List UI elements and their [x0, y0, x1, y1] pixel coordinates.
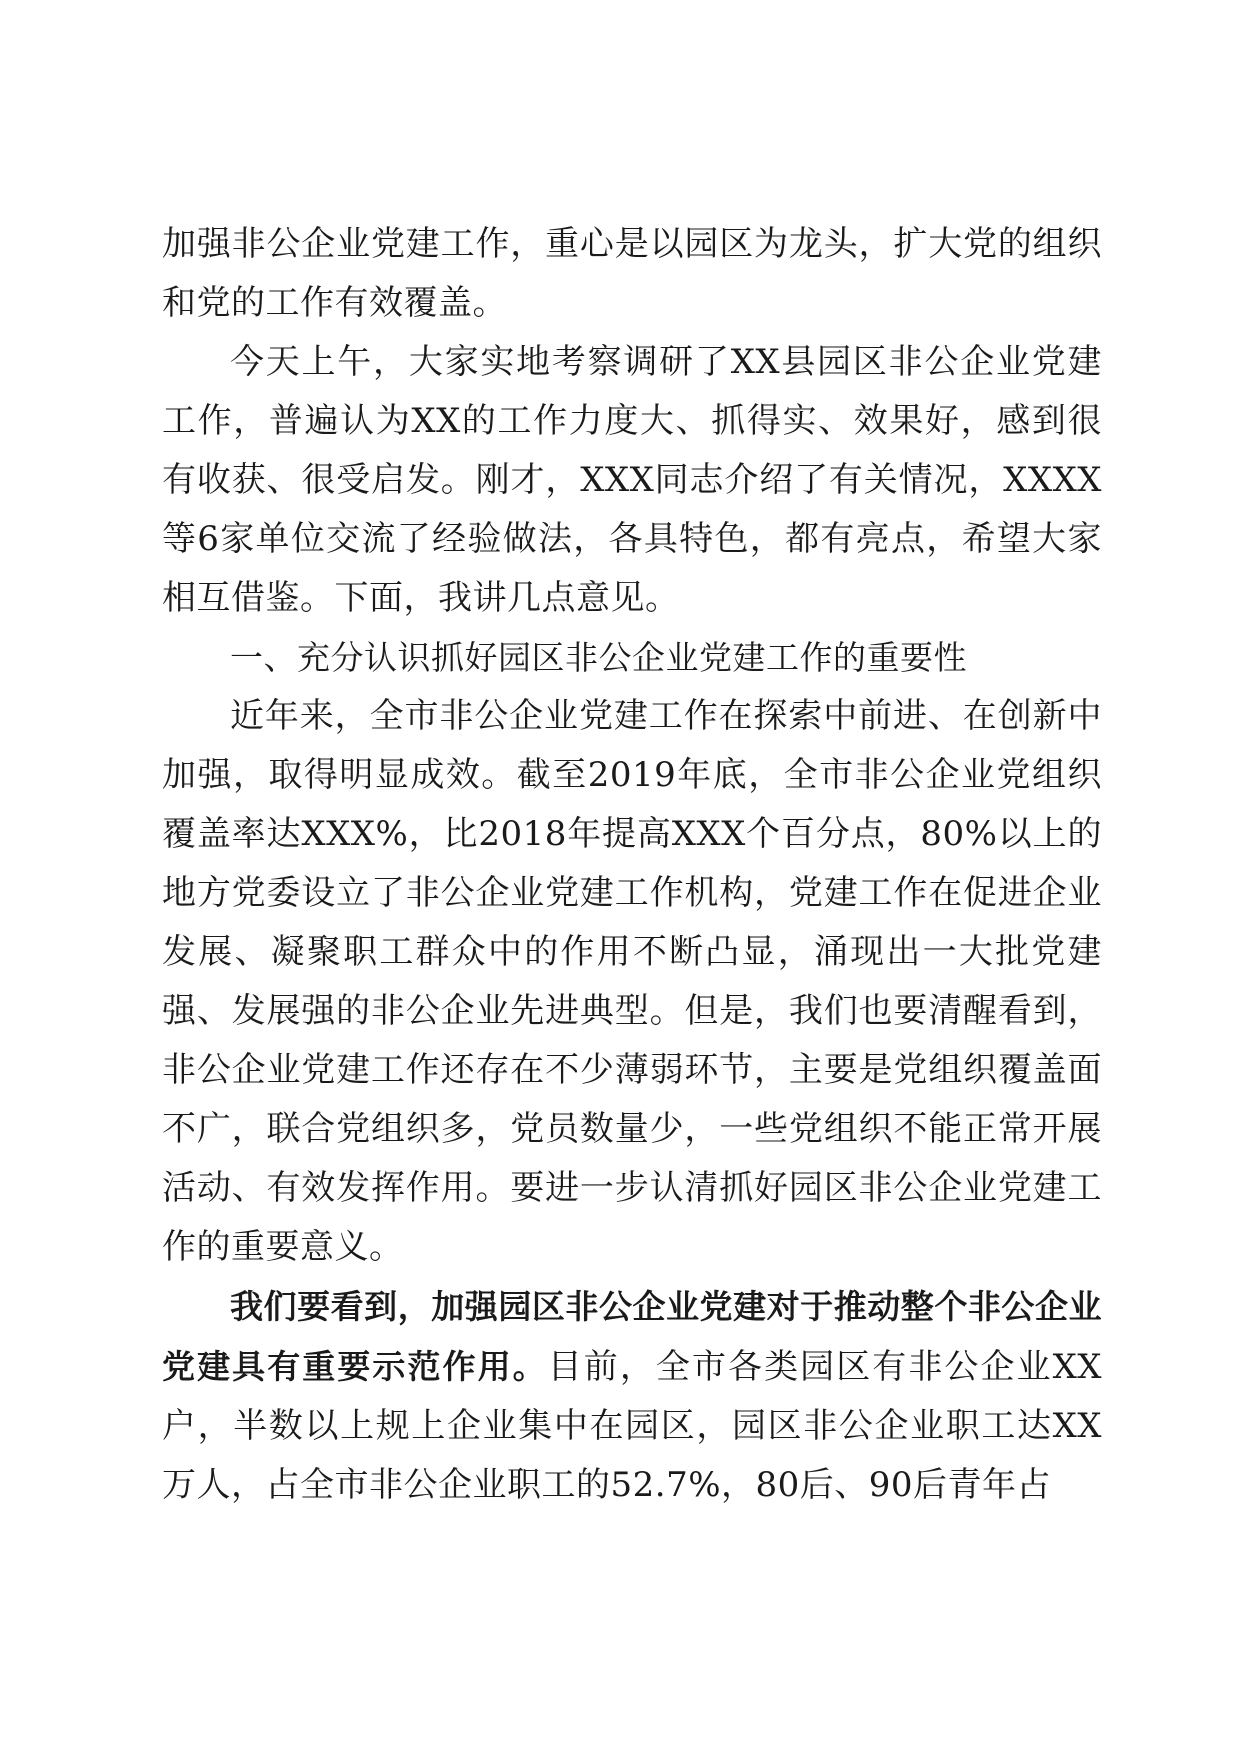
- bold-lead-sentence: 我们要看到，加强园区非公企业党建对于推动整个非公企业党建具有重要示范作用。: [162, 1287, 1102, 1386]
- paragraph-demonstration-text: 目前，全市各类园区有非公企业XX户，半数以上规上企业集中在园区，园区非公企业职工达XX万人，占全市非公企业职工的52.7%，80后、90后青年占: [162, 1347, 1102, 1505]
- paragraph-continued: 加强非公企业党建工作，重心是以园区为龙头，扩大党的组织和党的工作有效覆盖。: [162, 224, 1102, 323]
- paragraph-intro: 今天上午，大家实地考察调研了XX县园区非公企业党建工作，普遍认为XX的工作力度大、抓得实、效果好，感到很有收获、很受启发。刚才，XXX同志介绍了有关情况，XXXX等6家单位交流了经验做法，各具特色，都有亮点，希望大家相互借鉴。下面，我讲几点意见。: [162, 342, 1102, 618]
- paragraph-achievements: 近年来，全市非公企业党建工作在探索中前进、在创新中加强，取得明显成效。截至2019年底，全市非公企业党组织覆盖率达XXX%，比2018年提高XXX个百分点，80%以上的地方党委设立了非公企业党建工作机构，党建工作在促进企业发展、凝聚职工群众中的作用不断凸显，涌现出一大批党建强、发展强的非公企业先进典型。但是，我们也要清醒看到，非公企业党建工作还存在不少薄弱环节，主要是党组织覆盖面不广，联合党组织多，党员数量少，一些党组织不能正常开展活动、有效发挥作用。要进一步认清抓好园区非公企业党建工作的重要意义。: [162, 696, 1102, 1267]
- section-heading: 一、充分认识抓好园区非公企业党建工作的重要性: [230, 638, 967, 677]
- paragraph-demonstration: [162, 1277, 1102, 1515]
- document-body: [162, 215, 1102, 1515]
